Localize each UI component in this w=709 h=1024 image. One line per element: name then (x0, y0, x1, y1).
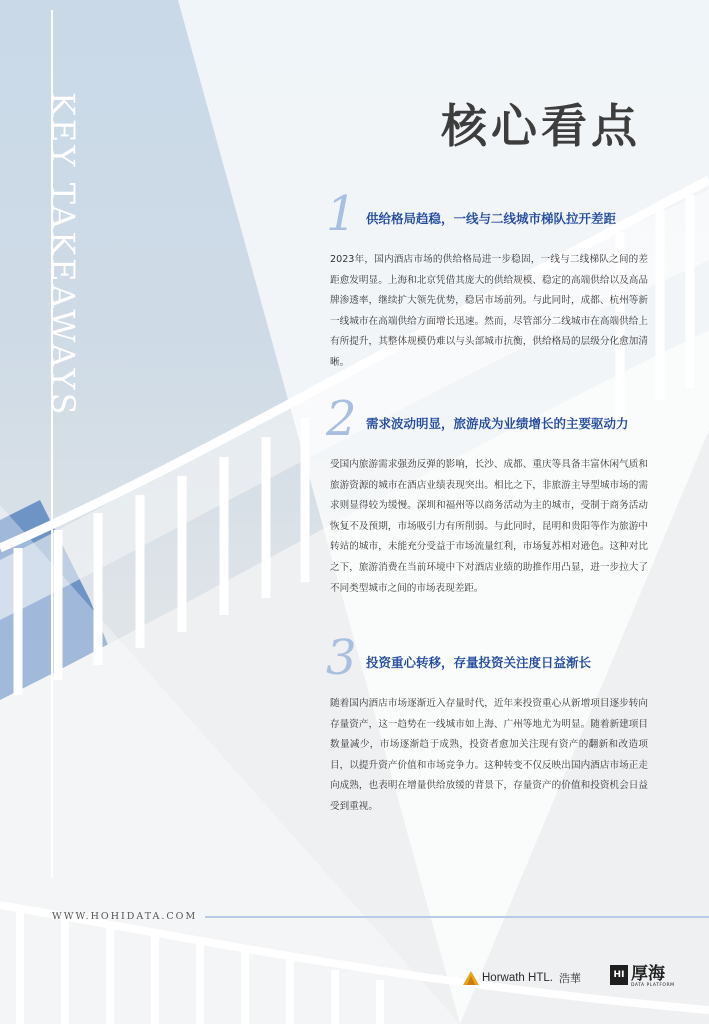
hohi-logo-mark: HI (610, 965, 628, 985)
page-title: 核心看点 (441, 99, 641, 153)
section-title: 需求波动明显，旅游成为业绩增长的主要驱动力 (366, 416, 629, 431)
section-1 (326, 186, 648, 374)
section-number: 3 (326, 630, 357, 686)
horwath-logo-cn: 浩華 (558, 972, 581, 985)
section-body: 2023年，国内酒店市场的供给格局进一步稳固，一线与二线梯队之间的差距愈发明显。上海和北京凭借其庞大的供给规模、稳定的高端供给以及高品牌渗透率，继续扩大领先优势，稳居市场前列。与此同时，成都、杭州等新一线城市在高端供给方面增长迅速。然而，尽管部分二线城市在高端供给上有所提升，其整体规模仍难以与头部城市抗衡，供给格局的层级分化愈加清晰。 (330, 254, 648, 368)
section-body: 随着国内酒店市场逐渐近入存量时代，近年来投资重心从新增项目逐步转向存量资产，这一趋势在一线城市如上海、广州等地尤为明显。随着新建项目数量减少，市场逐渐趋于成熟，投资者愈加关注现有资产的翻新和改造项目，以提升资产价值和市场竞争力。这种转变不仅反映出国内酒店市场正走向成熟，也表明在增量供给放缓的背景下，存量资产的价值和投资机会日益受到重视。 (330, 698, 648, 812)
horwath-logo-text: Horwath HTL. (482, 972, 553, 984)
section-number: 1 (326, 186, 357, 242)
section-number: 2 (326, 391, 357, 447)
section-title: 供给格局趋稳，一线与二线城市梯队拉开差距 (366, 211, 617, 226)
footer-url[interactable]: WWW.HOHIDATA.COM (52, 911, 198, 922)
horwath-logo (463, 970, 581, 986)
hohi-logo-en: DATA PLATFORM (631, 983, 675, 988)
hohi-logo (610, 965, 674, 988)
horwath-triangle-icon (463, 971, 479, 985)
section-body: 受国内旅游需求强劲反弹的影响，长沙、成都、重庆等具备丰富休闲气质和旅游资源的城市在酒店业绩表现突出。相比之下，非旅游主导型城市场的需求则显得较为缓慢。深圳和福州等以商务活动为主的城市，受制于商务活动恢复不及预期，市场吸引力有所削弱。与此同时，昆明和贵阳等作为旅游中转站的城市，未能充分受益于市场流量红利，市场复苏相对逊色。这种对比之下，旅游消费在当前环境中下对酒店业绩的助推作用凸显，进一步拉大了不同类型城市之间的市场表现差距。 (330, 459, 648, 594)
footer-divider (205, 916, 709, 918)
hohi-logo-cn: 厚海 (631, 964, 665, 984)
section-2 (326, 391, 648, 599)
section-title: 投资重心转移，存量投资关注度日益渐长 (366, 655, 592, 670)
key-takeaways-vertical-label: KEY TAKEAWAYS (44, 92, 82, 418)
section-3 (326, 630, 648, 818)
